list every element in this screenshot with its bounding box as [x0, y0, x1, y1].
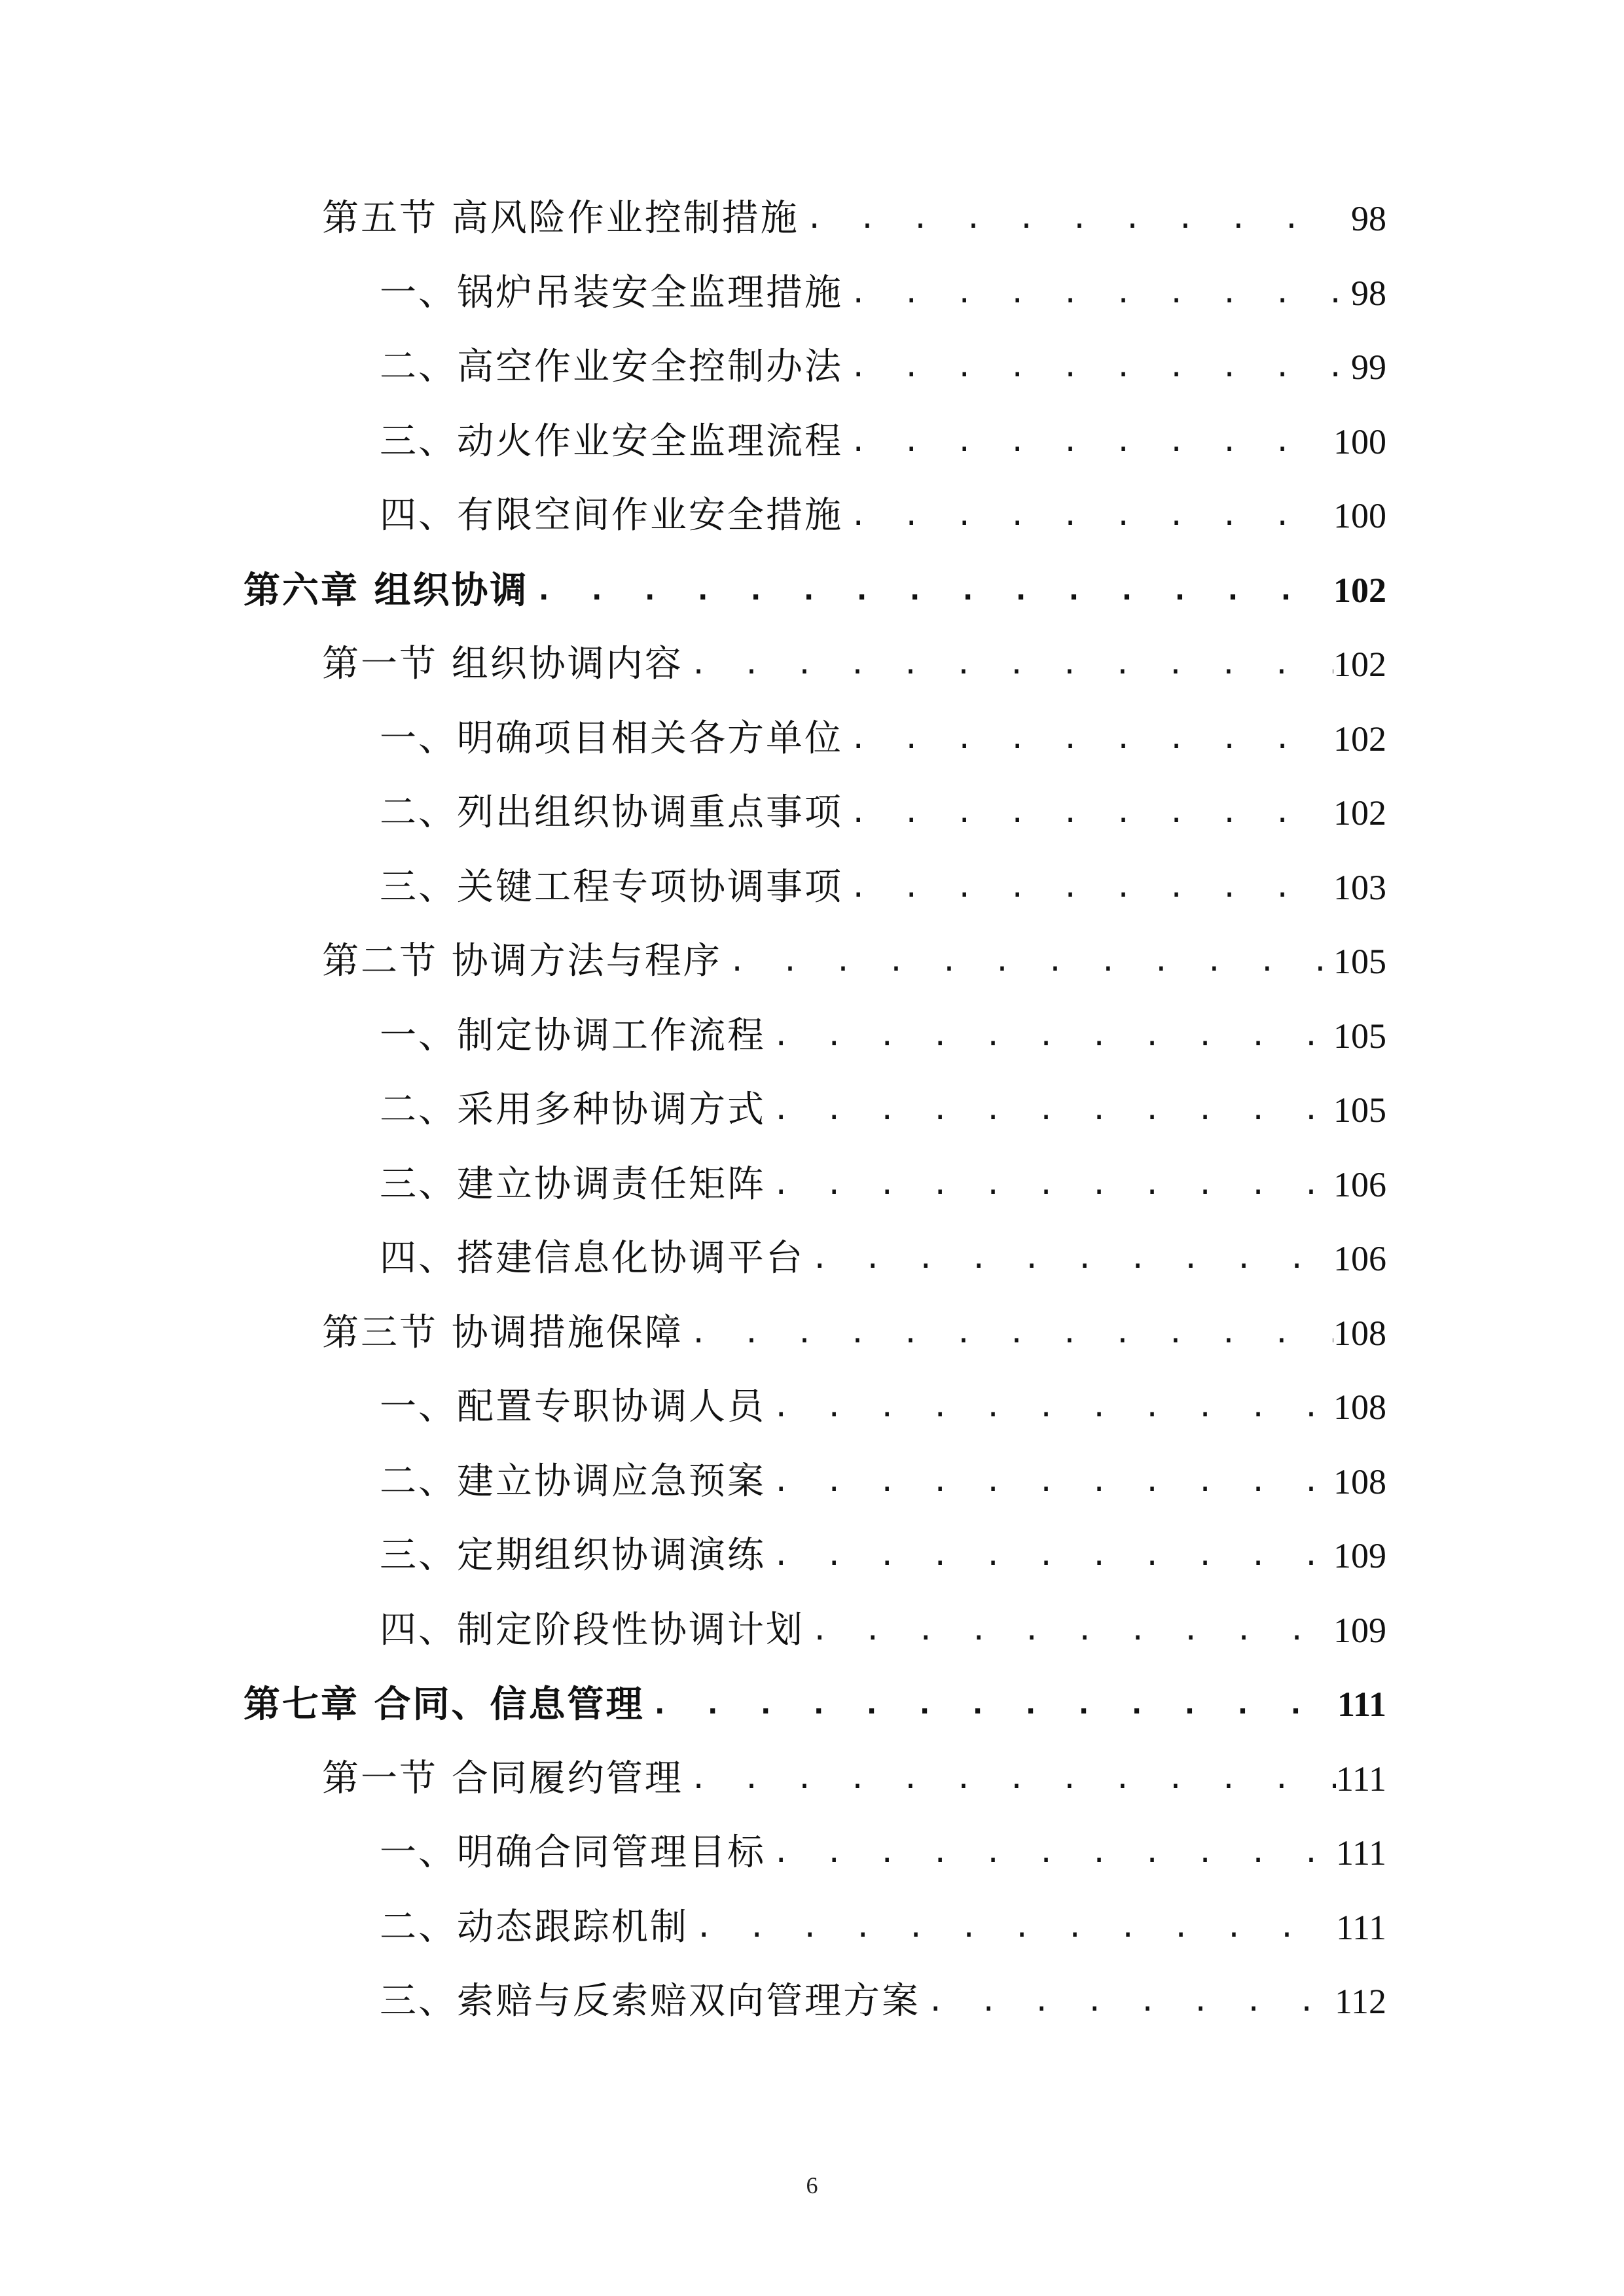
toc-entry-page-number: 111 — [1336, 1907, 1386, 1947]
toc-entry-title: 二、建立协调应急预案 — [380, 1460, 766, 1503]
toc-chapter-entry[interactable] — [244, 558, 1386, 623]
toc-entry-page-number: 111 — [1336, 1833, 1386, 1873]
toc-entry-page-number: 103 — [1333, 867, 1386, 907]
toc-dot-leader — [683, 632, 1333, 697]
toc-entry-title: 一、锅炉吊装安全监理措施 — [380, 271, 843, 314]
toc-entry-page-number: 105 — [1333, 1016, 1386, 1056]
toc-entry-title: 二、高空作业安全控制办法 — [380, 346, 843, 388]
toc-entry-title: 三、关键工程专项协调事项 — [380, 865, 843, 908]
toc-item-entry[interactable] — [380, 706, 1386, 772]
toc-item-entry[interactable] — [380, 334, 1386, 400]
toc-dot-leader — [843, 855, 1333, 920]
toc-dot-leader — [843, 483, 1333, 548]
toc-entry-page-number: 112 — [1335, 1982, 1386, 2021]
toc-entry-title: 一、明确项目相关各方单位 — [380, 717, 843, 760]
toc-dot-leader — [529, 558, 1334, 623]
toc-item-entry[interactable] — [380, 1449, 1386, 1515]
toc-dot-leader — [766, 1820, 1336, 1886]
toc-entry-title: 一、制定协调工作流程 — [380, 1014, 766, 1057]
toc-dot-leader — [804, 1226, 1333, 1291]
toc-entry-title: 第七章 合同、信息管理 — [244, 1683, 645, 1726]
toc-entry-page-number: 109 — [1333, 1610, 1386, 1650]
toc-item-entry[interactable] — [380, 483, 1386, 548]
toc-entry-title: 第二节 协调方法与程序 — [322, 940, 722, 982]
toc-entry-title: 二、采用多种协调方式 — [380, 1088, 766, 1131]
toc-entry-title: 二、动态跟踪机制 — [380, 1905, 689, 1948]
toc-entry-title: 第六章 组织协调 — [244, 568, 529, 612]
toc-item-entry[interactable] — [380, 1077, 1386, 1143]
toc-dot-leader — [843, 780, 1333, 846]
toc-entry-page-number: 102 — [1333, 645, 1386, 684]
toc-dot-leader — [843, 409, 1333, 475]
toc-dot-leader — [683, 1746, 1336, 1812]
toc-entry-title: 二、列出组织协调重点事项 — [380, 791, 843, 834]
toc-dot-leader — [843, 260, 1341, 326]
toc-item-entry[interactable] — [380, 1003, 1386, 1069]
toc-entry-page-number: 108 — [1333, 1462, 1386, 1501]
toc-entry-page-number: 105 — [1333, 1090, 1386, 1130]
toc-dot-leader — [799, 186, 1341, 251]
toc-section-entry[interactable] — [322, 1300, 1386, 1366]
toc-item-entry[interactable] — [380, 1895, 1386, 1960]
toc-entry-page-number: 106 — [1333, 1239, 1386, 1278]
toc-dot-leader — [645, 1672, 1337, 1737]
toc-item-entry[interactable] — [380, 1226, 1386, 1291]
toc-entry-page-number: 98 — [1351, 199, 1386, 238]
toc-section-entry[interactable] — [322, 1746, 1386, 1812]
page-number: 6 — [806, 2172, 818, 2198]
toc-entry-title: 三、动火作业安全监理流程 — [380, 420, 843, 463]
toc-dot-leader — [920, 1969, 1335, 2034]
toc-chapter-entry[interactable] — [244, 1672, 1386, 1737]
toc-item-entry[interactable] — [380, 409, 1386, 475]
toc-entry-page-number: 98 — [1351, 273, 1386, 313]
toc-dot-leader — [843, 706, 1333, 772]
toc-dot-leader — [766, 1003, 1333, 1069]
toc-dot-leader — [804, 1598, 1333, 1663]
toc-dot-leader — [689, 1895, 1336, 1960]
toc-entry-page-number: 102 — [1333, 570, 1386, 610]
toc-item-entry[interactable] — [380, 855, 1386, 920]
toc-dot-leader — [683, 1300, 1333, 1366]
toc-dot-leader — [766, 1523, 1333, 1588]
toc-entry-title: 一、配置专职协调人员 — [380, 1386, 766, 1428]
toc-entry-title: 一、明确合同管理目标 — [380, 1831, 766, 1874]
toc-entry-page-number: 99 — [1351, 348, 1386, 387]
toc-entry-title: 四、制定阶段性协调计划 — [380, 1608, 804, 1651]
toc-entry-title: 第五节 高风险作业控制措施 — [322, 197, 799, 240]
toc-dot-leader — [766, 1449, 1333, 1515]
toc-entry-page-number: 111 — [1336, 1759, 1386, 1799]
toc-entry-page-number: 108 — [1333, 1388, 1386, 1427]
toc-item-entry[interactable] — [380, 1523, 1386, 1588]
toc-entry-title: 四、搭建信息化协调平台 — [380, 1237, 804, 1280]
toc-entry-page-number: 105 — [1333, 942, 1386, 981]
toc-entry-page-number: 109 — [1333, 1536, 1386, 1575]
toc-entry-title: 三、建立协调责任矩阵 — [380, 1162, 766, 1206]
toc-entry-page-number: 102 — [1333, 719, 1386, 759]
toc-entry-page-number: 106 — [1333, 1164, 1386, 1204]
toc-item-entry[interactable] — [380, 1598, 1386, 1663]
toc-dot-leader — [766, 1374, 1333, 1440]
toc-section-entry[interactable] — [322, 632, 1386, 697]
toc-entry-page-number: 100 — [1333, 422, 1386, 461]
toc-entry-title: 三、定期组织协调演练 — [380, 1534, 766, 1577]
toc-dot-leader — [722, 929, 1333, 994]
toc-entry-page-number: 102 — [1333, 793, 1386, 833]
toc-entry-title: 第一节 合同履约管理 — [322, 1757, 683, 1800]
toc-entry-title: 第一节 组织协调内容 — [322, 643, 683, 685]
toc-section-entry[interactable] — [322, 929, 1386, 994]
toc-item-entry[interactable] — [380, 260, 1386, 326]
toc-entry-page-number: 108 — [1333, 1313, 1386, 1353]
toc-section-entry[interactable] — [322, 186, 1386, 251]
toc-item-entry[interactable] — [380, 1152, 1386, 1217]
toc-item-entry[interactable] — [380, 1820, 1386, 1886]
toc-entry-title: 三、索赔与反索赔双向管理方案 — [380, 1980, 920, 2022]
toc-dot-leader — [843, 334, 1341, 400]
toc-entry-title: 四、有限空间作业安全措施 — [380, 494, 843, 537]
toc-entry-page-number: 100 — [1333, 496, 1386, 535]
toc-dot-leader — [766, 1152, 1333, 1217]
toc-item-entry[interactable] — [380, 1969, 1386, 2034]
toc-item-entry[interactable] — [380, 1374, 1386, 1440]
toc-dot-leader — [766, 1077, 1333, 1143]
toc-entry-page-number: 111 — [1337, 1685, 1386, 1724]
toc-entry-title: 第三节 协调措施保障 — [322, 1311, 683, 1354]
toc-item-entry[interactable] — [380, 780, 1386, 846]
